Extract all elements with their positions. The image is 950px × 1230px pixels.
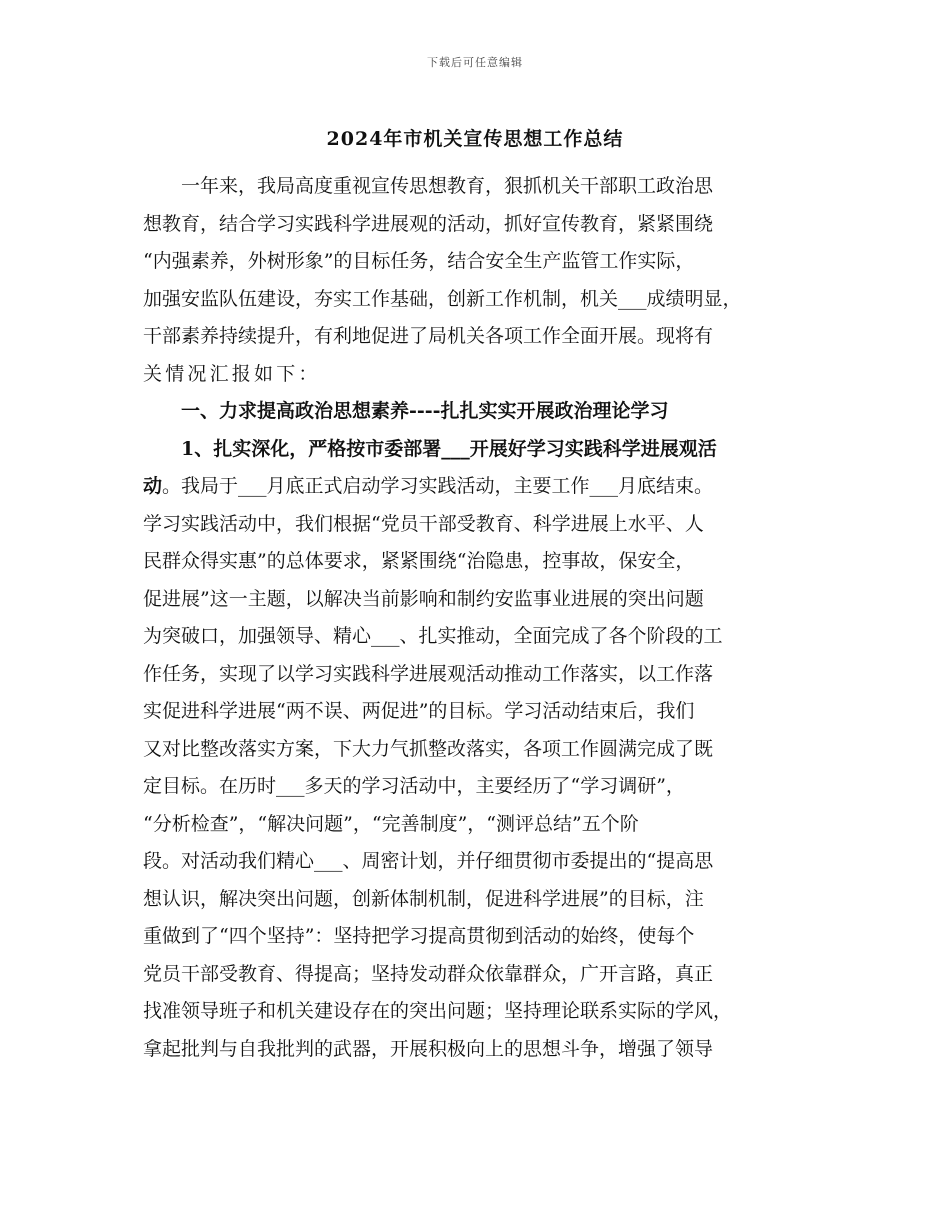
text-line: 又对比整改落实方案，下大力气抓整改落实，各项工作圆满完成了既	[143, 737, 714, 760]
text-line: 1、扎实深化，严格按市委部署___开展好学习实践科学进展观活	[143, 437, 717, 460]
text-line: 一、力求提高政治思想素养----扎扎实实开展政治理论学习	[143, 400, 669, 422]
text-line: 为突破口，加强领导、精心___、扎实推动，全面完成了各个阶段的工	[143, 625, 723, 647]
text-segment: 。我局于___月底正式启动学习实践活动，主要工作___月底结束。	[162, 475, 714, 497]
text-line: 实促进科学进展“两不误、两促进”的目标。学习活动结束后，我们	[143, 700, 695, 722]
text-segment: 动	[143, 475, 163, 497]
text-line: “内强素养，外树形象”的目标任务，结合安全生产监管工作实际，	[143, 250, 695, 272]
text-line: 定目标。在历时___多天的学习活动中，主要经历了“学习调研”，	[143, 775, 685, 797]
text-line: 找准领导班子和机关建设存在的突出问题；坚持理论联系实际的学风，	[143, 1000, 733, 1022]
text-line: 关情况汇报如下：	[143, 362, 321, 385]
header-note: 下载后可任意编辑	[427, 56, 523, 69]
text-line: 段。对活动我们精心___、周密计划，并仔细贯彻市委提出的“提高思	[143, 850, 714, 872]
text-line: 拿起批判与自我批判的武器，开展积极向上的思想斗争，增强了领导	[143, 1037, 714, 1060]
text-line: 学习实践活动中，我们根据“党员干部受教育、科学进展上水平、人	[143, 512, 704, 535]
text-line: 一年来，我局高度重视宣传思想教育，狠抓机关干部职工政治思	[143, 175, 714, 197]
text-line	[143, 468, 827, 506]
text-line: “分析检查”，“解决问题”，“完善制度”，“测评总结”五个阶	[143, 812, 639, 835]
text-line: 促进展”这一主题，以解决当前影响和制约安监事业进展的突出问题	[143, 587, 704, 610]
text-line: 加强安监队伍建设，夯实工作基础，创新工作机制，机关___成绩明显，	[143, 287, 742, 310]
text-line: 民群众得实惠”的总体要求，紧紧围绕“治隐患，控事故，保安全，	[143, 550, 695, 572]
text-line: 想认识，解决突出问题，创新体制机制，促进科学进展”的目标，注	[143, 887, 704, 910]
document-title: 2024年市机关宣传思想工作总结	[326, 128, 624, 150]
text-line: 想教育，结合学习实践科学进展观的活动，抓好宣传教育，紧紧围绕	[143, 212, 714, 235]
text-line: 党员干部受教育、得提高；坚持发动群众依靠群众，广开言路，真正	[143, 962, 714, 985]
document-body	[143, 168, 827, 1068]
text-line: 作任务，实现了以学习实践科学进展观活动推动工作落实，以工作落	[143, 662, 714, 685]
text-line: 干部素养持续提升，有利地促进了局机关各项工作全面开展。现将有	[143, 325, 714, 347]
text-line: 重做到了“四个坚持”：坚持把学习提高贯彻到活动的始终，使每个	[143, 925, 695, 947]
